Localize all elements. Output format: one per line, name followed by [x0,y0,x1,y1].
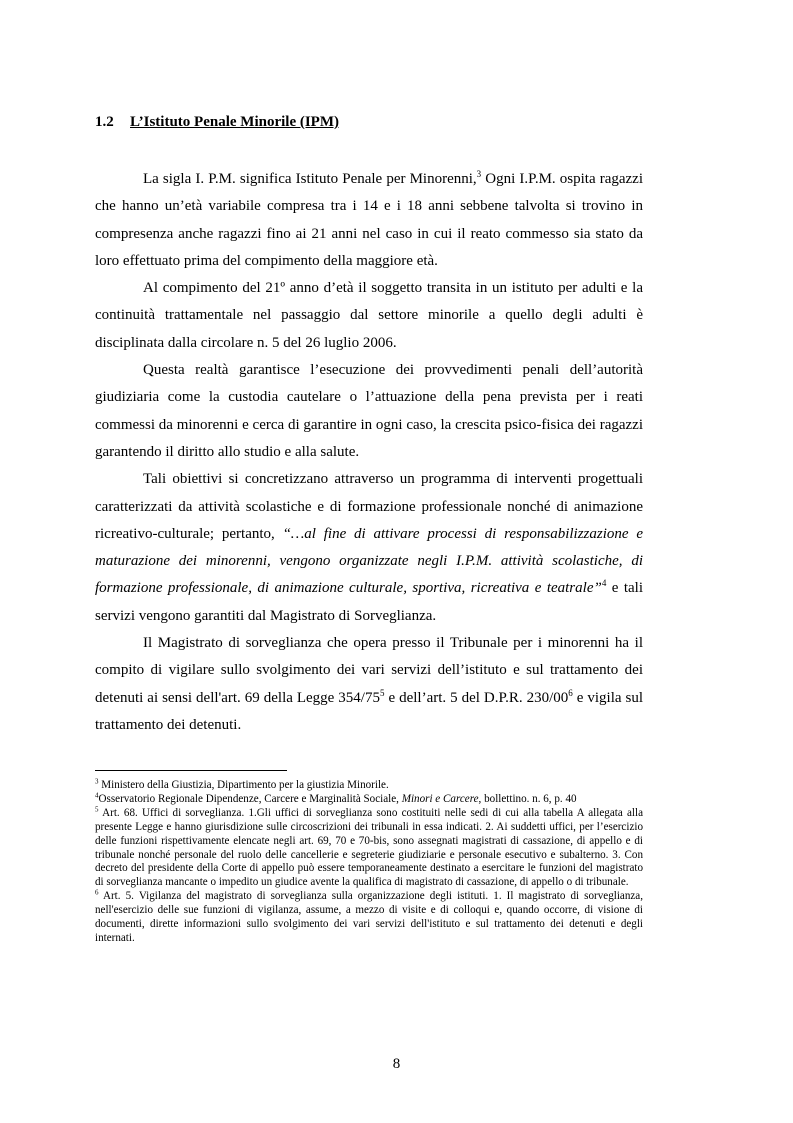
footnote-3-number: 3 [95,777,99,786]
paragraph-4-text-a: Tali obiettivi si concretizzano attraverso un programma di interventi progettuali caratterizzati da attività scolastiche e di formazione professionale nonché di animazione ricreativo-culturale; pertanto, [95,471,643,542]
section-title: L’Istituto Penale Minorile (IPM) [130,114,339,130]
paragraph-4-text-b: e tali servizi vengono garantiti dal Magistrato di Sorveglianza. [95,580,643,624]
footnote-5-number: 5 [95,805,99,814]
footnotes [95,779,643,946]
footnote-4-title: Minori e Carcere [401,792,479,805]
footnote-ref-3: 3 [476,169,482,179]
paragraph-1-text-a: La sigla I. P.M. significa Istituto Penale per Minorenni, [143,171,477,187]
paragraph-5 [95,630,643,739]
footnote-separator [95,770,287,771]
paragraph-1-text-b: Ogni I.P.M. ospita ragazzi che hanno un’età variabile compresa tra i 14 e i 18 anni sebbene talvolta si trovino in compresenza anche ragazzi fino ai 21 anni nel caso in cui il reato commesso sia stato da loro effettuato prima del compimento della maggiore età. [95,171,644,269]
footnote-5-text: Art. 68. Uffici di sorveglianza. 1.Gli uffici di sorveglianza sono costituiti nelle sedi di cui alla tabella A allegata alla presente Legge e hanno giurisdizione sulle circoscrizioni dei tribunali in essa indicati. 2. Ai suddetti uffici, per l’esercizio delle funzioni rispettivamente elencate negli art. 69, 70 e 70-bis, sono assegnati magistrati di cassazione, di appello e di tribunale nonché personale del ruolo delle cancellerie e segreterie giudiziarie e personale esecutivo e subalterno. 3. Con decreto del presidente della Corte di appello può essere temporaneamente destinato a esercitare le funzioni del magistrato di sorveglianza mancante o impedito un giudice avente la qualifica di magistrato di cassazione, di appello o di tribunale. [95,806,643,889]
footnote-6 [95,890,643,946]
footnote-ref-5: 5 [379,687,385,698]
footnote-5 [95,807,643,890]
section-number: 1.2 [95,114,114,130]
body-text [95,166,643,739]
paragraph-1 [95,166,643,275]
footnote-6-number: 6 [95,888,99,897]
footnote-4-text-a: Osservatorio Regionale Dipendenze, Carcere e Marginalità Sociale, [98,792,402,805]
footnote-3-text: Ministero della Giustizia, Dipartimento per la giustizia Minorile. [98,779,389,791]
paragraph-4 [95,466,643,630]
footnote-4 [95,793,643,807]
footnote-ref-4: 4 [601,578,607,589]
paragraph-5-text-b: e dell’art. 5 del D.P.R. 230/00 [384,689,569,706]
paragraph-3: Questa realtà garantisce l’esecuzione dei provvedimenti penali dell’autorità giudiziaria come la custodia cautelare o l’attuazione della pena prevista per i reati commessi da minorenni e cerca di garantire in ogni caso, la crescita psico-fisica dei ragazzi garantendo il diritto allo studio e alla salute. [95,362,643,460]
paragraph-4-quote: “…al fine di attivare processi di responsabilizzazione e maturazione dei minorenni, vengono organizzate negli I.P.M. attività scolastiche, di formazione professionale, di animazione culturale, sportiva, ricreativa e teatrale” [95,525,643,597]
footnote-ref-6: 6 [568,687,573,698]
footnote-6-text: Art. 5. Vigilanza del magistrato di sorveglianza sulla organizzazione degli istituti. 1. Il magistrato di sorveglianza, nell'esercizio delle sue funzioni di vigilanza, assume, a mezzo di visite e di colloqui e, quando occorre, di visione di documenti, dirette informazioni sullo svolgimento dei vari servizi dell'istituto e sul trattamento dei detenuti e degli internati. [95,890,643,944]
paragraph-5-text-a: Il Magistrato di sorveglianza che opera presso il Tribunale per i minorenni ha il compito di vigilare sullo svolgimento dei vari servizi dell’istituto e sul trattamento dei detenuti ai sensi dell'art. 69 della Legge 354/75 [95,635,643,706]
footnote-4-number: 4 [95,791,99,800]
paragraph-2: Al compimento del 21º anno d’età il soggetto transita in un istituto per adulti e la continuità trattamentale nel passaggio dal settore minorile a quello degli adulti è disciplinata dalla circolare n. 5 del 26 luglio 2006. [95,280,643,351]
footnote-3 [95,779,643,793]
paragraph-5-text-c: e vigila sul trattamento dei detenuti. [95,689,643,733]
footnote-4-text-b: , bollettino. n. 6, p. 40 [478,792,577,805]
section-heading [95,114,339,131]
page-number: 8 [392,1056,401,1072]
